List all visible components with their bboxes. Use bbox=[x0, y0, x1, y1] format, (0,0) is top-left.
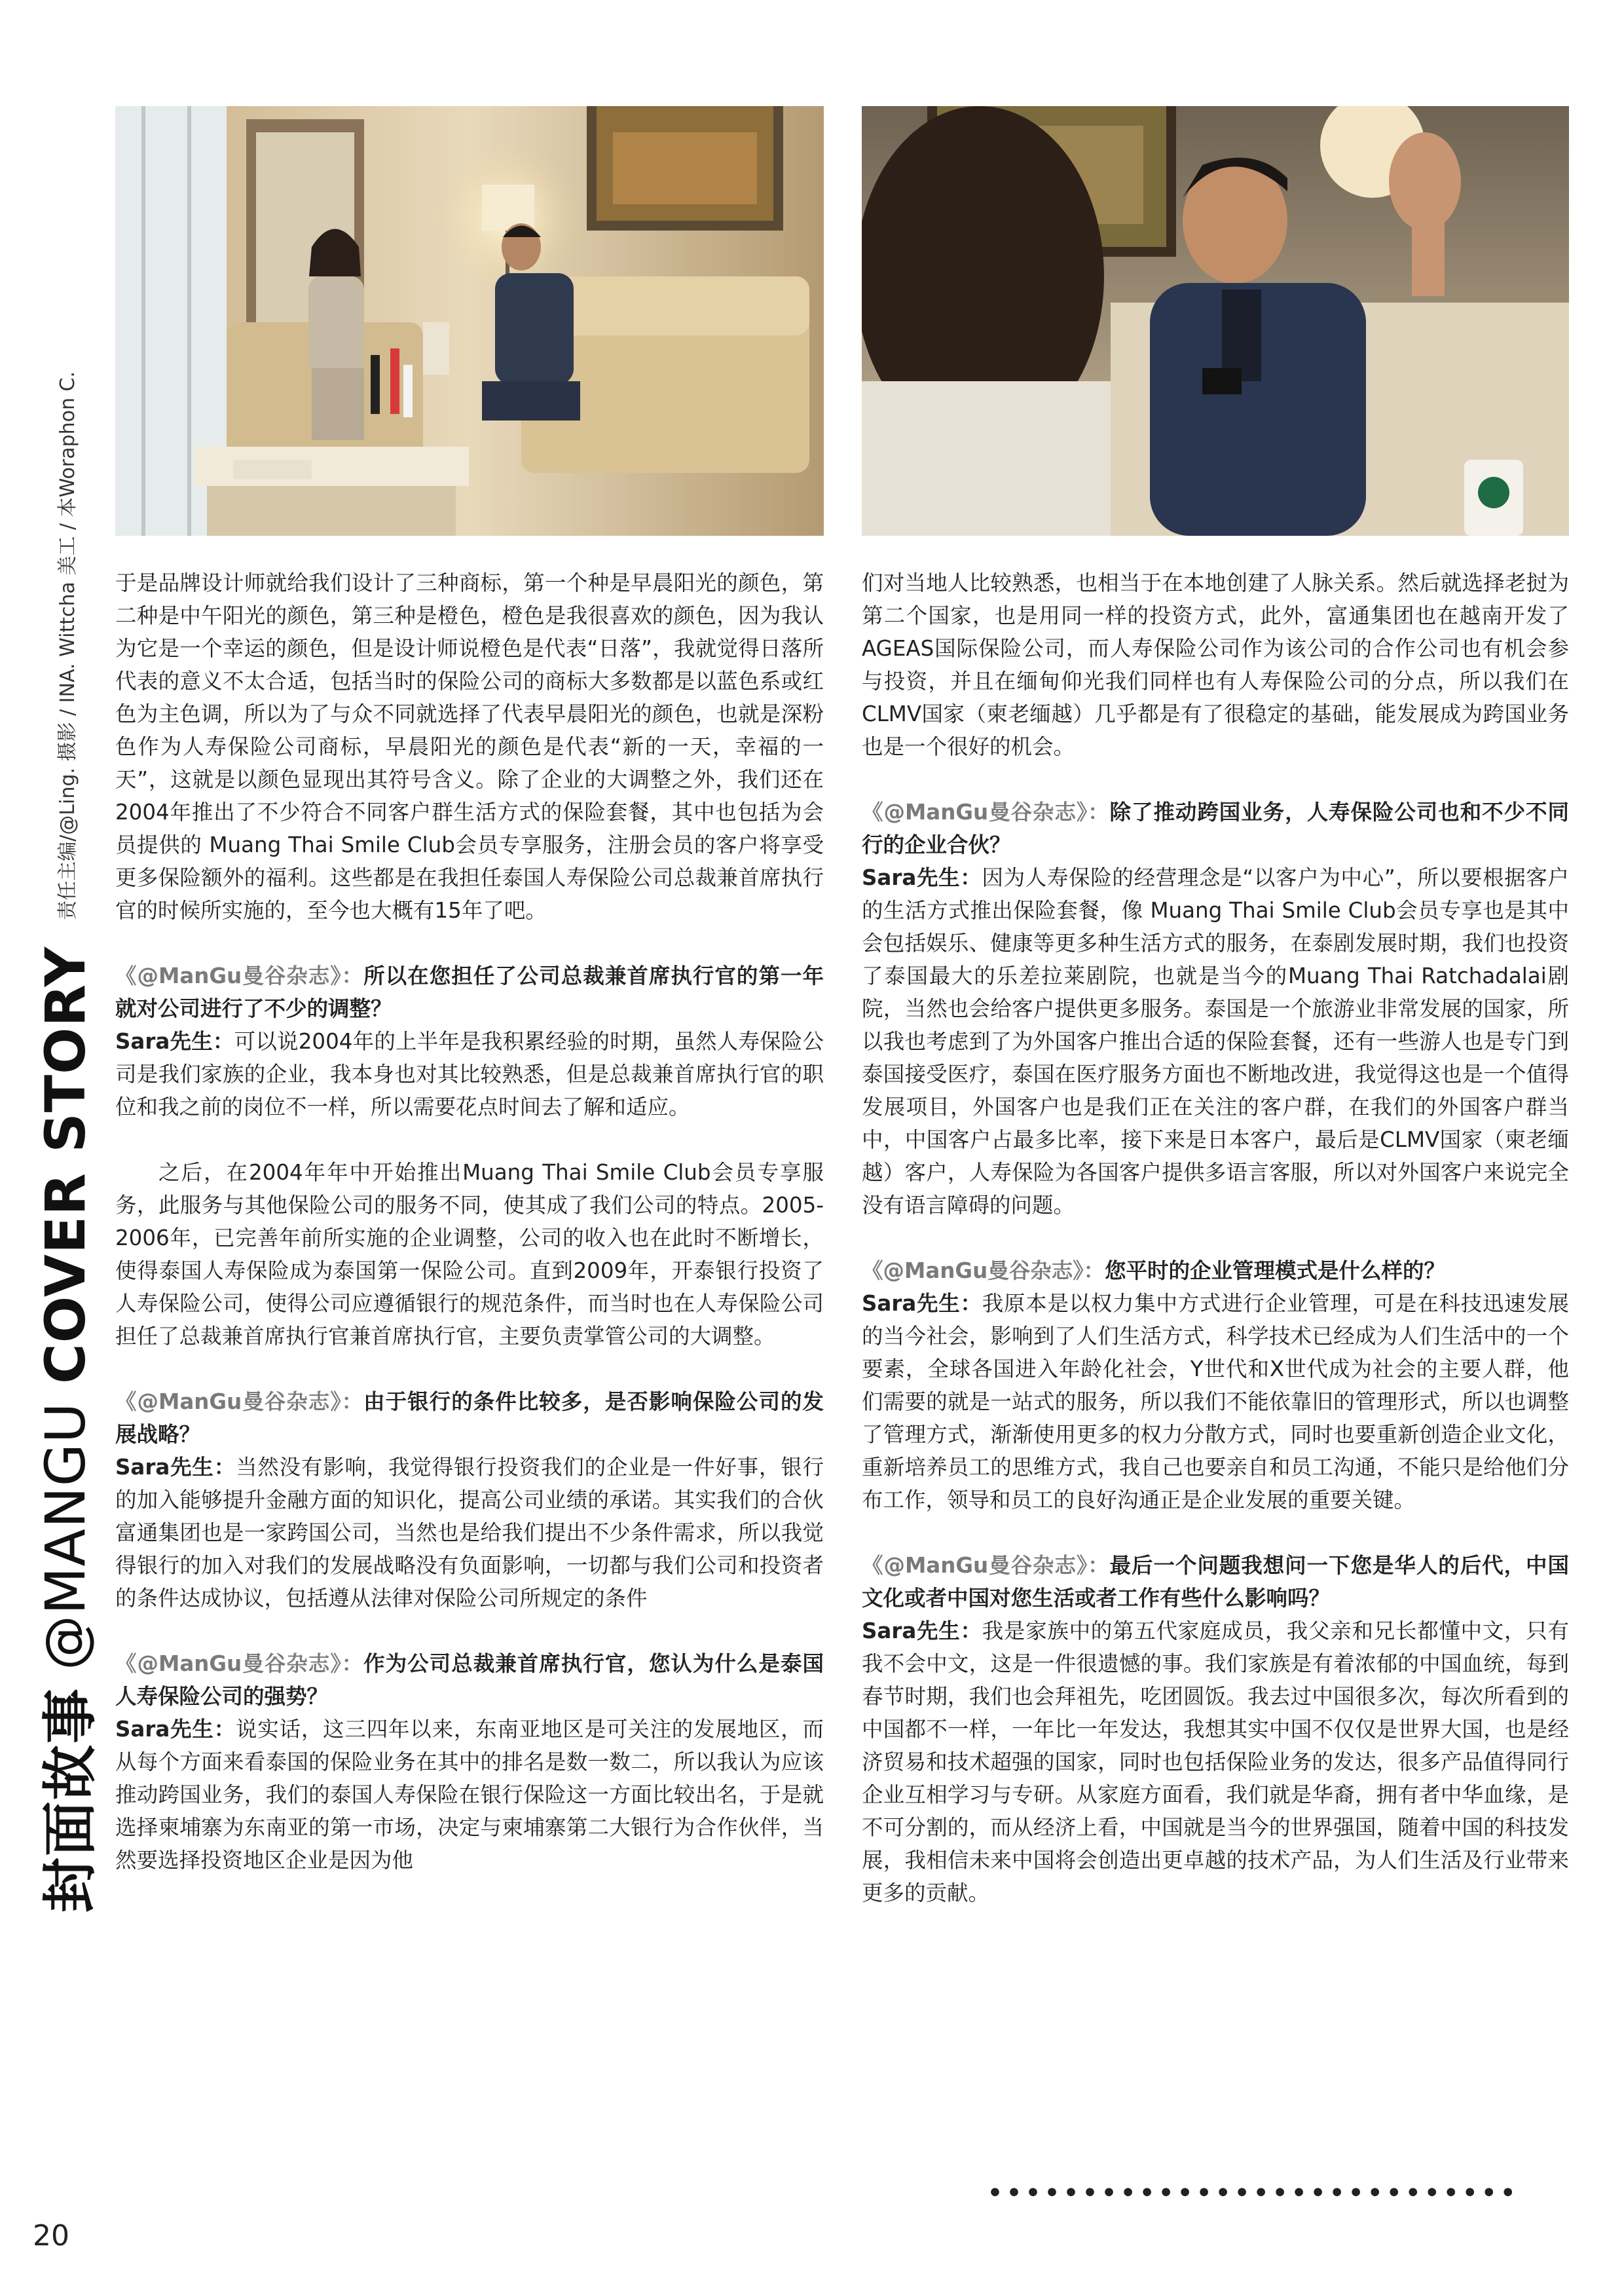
article-paragraph: 之后，在2004年年中开始推出Muang Thai Smile Club会员专享服务，此服务与其他保险公司的服务不同，使其成了我们公司的特点。2005-2006年，已完善年前所实施的企业调整，公司的收入也在此时不断增长，使得泰国人寿保险成为泰国第一保险公司。直到2009年，开泰银行投资了人寿保险公司，使得公司应遵循银行的规范条件，而当时也在人寿保险公司担任了总裁兼首席执行官兼首席执行官，主要负责掌管公司的大调整。 bbox=[115, 1160, 824, 1349]
question-text: 最后一个问题我想问一下您是华人的后代，中国文化或者中国对您生活或者工作有些什么影响吗？ bbox=[862, 1553, 1569, 1611]
answer-text: 我是家族中的第五代家庭成员，我父亲和兄长都懂中文，只有我不会中文，这是一件很遗憾的事。我们家族是有着浓郁的中国血统，每到春节时期，我们也会拜祖先，吃团圆饭。我去过中国很多次，每次所看到的中国都不一样，一年比一年发达，我想其实中国不仅仅是世界大国，也是经济贸易和技术超强的国家，同时也包括保险业务的发达，很多产品值得同行企业互相学习与专研。从家庭方面看，我们就是华裔，拥有者中华血缘，是不可分割的，而从经济上看，中国就是当今的世界强国，随着中国的科技发展，我相信未来中国将会创造出更卓越的技术产品，为人们生活及行业带来更多的贡献。 bbox=[862, 1618, 1569, 1905]
page-number: 20 bbox=[33, 2219, 69, 2253]
speaker-label: Sara先生： bbox=[862, 865, 982, 890]
answer-text: 因为人寿保险的经营理念是“以客户为中心”，所以要根据客户的生活方式推出保险套餐，像 Muang Thai Smile Club会员专享也是其中会包括娱乐、健康等更多种生活方式的服务，在泰剧发展时期，我们也投资了泰国最大的乐差拉莱剧院，也就是当今的Muang Thai Ratchadalai剧院，当然也会给客户提供更多服务。泰国是一个旅游业非常发展的国家，所以我也考虑到了为外国客户推出合适的保险套餐，还有一些游人也是专门到泰国接受医疗，泰国在医疗服务方面也不断地改进，我觉得这也是一个值得发展项目，外国客户也是我们正在关注的客户群，在我们的外国客户群当中，中国客户占最多比率，接下来是日本客户，最后是CLMV国家（柬老缅越）客户，人寿保险为各国客户提供多语言客服，所以对外国客户来说完全没有语言障碍的问题。 bbox=[862, 865, 1569, 1218]
magazine-name bbox=[33, 946, 98, 1670]
speaker-label: Sara先生： bbox=[862, 1291, 982, 1316]
interview-question bbox=[115, 960, 824, 1025]
question-tag: 《@ManGu曼谷杂志》： bbox=[115, 1651, 364, 1676]
answer-text: 说实话，这三四年以来，东南亚地区是可关注的发展地区，而从每个方面来看泰国的保险业务在其中的排名是数一数二，所以我认为应该推动跨国业务，我们的泰国人寿保险在银行保险这一方面比较出名，于是就选择柬埔寨为东南亚的第一市场，决定与柬埔寨第二大银行为合作伙伴，当然要选择投资地区企业是因为他 bbox=[115, 1717, 824, 1873]
interview-question bbox=[115, 1647, 824, 1713]
interview-question bbox=[862, 796, 1569, 861]
interview-question bbox=[115, 1385, 824, 1451]
question-tag: 《@ManGu曼谷杂志》： bbox=[115, 1389, 364, 1414]
interview-answer bbox=[862, 1287, 1569, 1516]
credits: 责任主编/@Ling. 摄影 / INA. Wittcha 美工 / 本Woraphon C. bbox=[56, 371, 79, 920]
question-text: 除了推动跨国业务，人寿保险公司也和不少不同行的企业合伙？ bbox=[862, 800, 1569, 857]
article-paragraph: 们对当地人比较熟悉，也相当于在本地创建了人脉关系。然后就选择老挝为第二个国家，也是用同一样的投资方式，此外，富通集团也在越南开发了AGEAS国际保险公司，而人寿保险公司作为该公司的合作公司也有机会参与投资，并且在缅甸仰光我们同样也有人寿保险公司的分点，所以我们在CLMV国家（柬老缅越）几乎都是有了很稳定的基础，能发展成为跨国业务也是一个很好的机会。 bbox=[862, 570, 1569, 759]
magazine-prefix: @MANGU bbox=[33, 1402, 98, 1670]
vertical-sidebar bbox=[33, 371, 102, 1913]
question-text: 所以在您担任了公司总裁兼首席执行官的第一年就对公司进行了不少的调整？ bbox=[115, 963, 824, 1021]
speaker-label: Sara先生： bbox=[862, 1618, 982, 1643]
question-tag: 《@ManGu曼谷杂志》： bbox=[862, 1258, 1105, 1283]
question-tag: 《@ManGu曼谷杂志》： bbox=[862, 800, 1110, 825]
closeup-photo bbox=[862, 106, 1569, 536]
interview-answer bbox=[862, 1615, 1569, 1909]
interview-photo bbox=[115, 106, 824, 536]
speaker-label: Sara先生： bbox=[115, 1717, 236, 1742]
article-column-right bbox=[862, 567, 1569, 1909]
end-divider: •••••••••••••••••••••••••••• bbox=[987, 2180, 1520, 2207]
speaker-label: Sara先生： bbox=[115, 1029, 234, 1054]
question-text: 由于银行的条件比较多，是否影响保险公司的发展战略？ bbox=[115, 1389, 824, 1447]
magazine-suffix: COVER STORY bbox=[33, 946, 98, 1384]
interview-question bbox=[862, 1254, 1569, 1287]
interview-answer bbox=[115, 1025, 824, 1123]
speaker-label: Sara先生： bbox=[115, 1455, 236, 1480]
interview-answer bbox=[115, 1713, 824, 1877]
answer-text: 可以说2004年的上半年是我积累经验的时期，虽然人寿保险公司是我们家族的企业，我本身也对其比较熟悉，但是总裁兼首席执行官的职位和我之前的岗位不一样，所以需要花点时间去了解和适应。 bbox=[115, 1029, 824, 1119]
question-tag: 《@ManGu曼谷杂志》： bbox=[115, 963, 364, 988]
question-text: 您平时的企业管理模式是什么样的？ bbox=[1104, 1258, 1445, 1283]
interview-question bbox=[862, 1549, 1569, 1615]
interview-answer bbox=[862, 861, 1569, 1222]
question-text: 作为公司总裁兼首席执行官，您认为什么是泰国人寿保险公司的强势？ bbox=[115, 1651, 824, 1709]
answer-text: 我原本是以权力集中方式进行企业管理，可是在科技迅速发展的当今社会，影响到了人们生活方式，科学技术已经成为人们生活中的一个要素，全球各国进入年龄化社会，Y世代和X世代成为社会的主要人群，他们需要的就是一站式的服务，所以我们不能依靠旧的管理形式，所以也调整了管理方式，渐渐使用更多的权力分散方式，同时也要重新创造企业文化，重新培养员工的思维方式，我自己也要亲自和员工沟通，不能只是给他们分布工作，领导和员工的良好沟通正是企业发展的重要关键。 bbox=[862, 1291, 1569, 1512]
article-column-left bbox=[115, 567, 824, 1877]
article-paragraph: 于是品牌设计师就给我们设计了三种商标，第一个种是早晨阳光的颜色，第二种是中午阳光的颜色，第三种是橙色，橙色是我很喜欢的颜色，因为我认为它是一个幸运的颜色，但是设计师说橙色是代表“日落”，我就觉得日落所代表的意义不太合适，包括当时的保险公司的商标大多数都是以蓝色系或红色为主色调，所以为了与众不同就选择了代表早晨阳光的颜色，也就是深粉色作为人寿保险公司商标，早晨阳光的颜色是代表“新的一天，幸福的一天”，这就是以颜色显现出其符号含义。除了企业的大调整之外，我们还在2004年推出了不少符合不同客户群生活方式的保险套餐，其中也包括为会员提供的 Muang Thai Smile Club会员专享服务，注册会员的客户将享受更多保险额外的福利。这些都是在我担任泰国人寿保险公司总裁兼首席执行官的时候所实施的，至今也大概有15年了吧。 bbox=[115, 570, 824, 923]
answer-text: 当然没有影响，我觉得银行投资我们的企业是一件好事，银行的加入能够提升金融方面的知识化，提高公司业绩的承诺。其实我们的合伙富通集团也是一家跨国公司，当然也是给我们提出不少条件需求，所以我觉得银行的加入对我们的发展战略没有负面影响，一切都与我们公司和投资者的条件达成协议，包括遵从法律对保险公司所规定的条件 bbox=[115, 1455, 824, 1611]
question-tag: 《@ManGu曼谷杂志》： bbox=[862, 1553, 1110, 1578]
interview-answer bbox=[115, 1451, 824, 1615]
section-title: 封面故事 bbox=[37, 1687, 102, 1913]
